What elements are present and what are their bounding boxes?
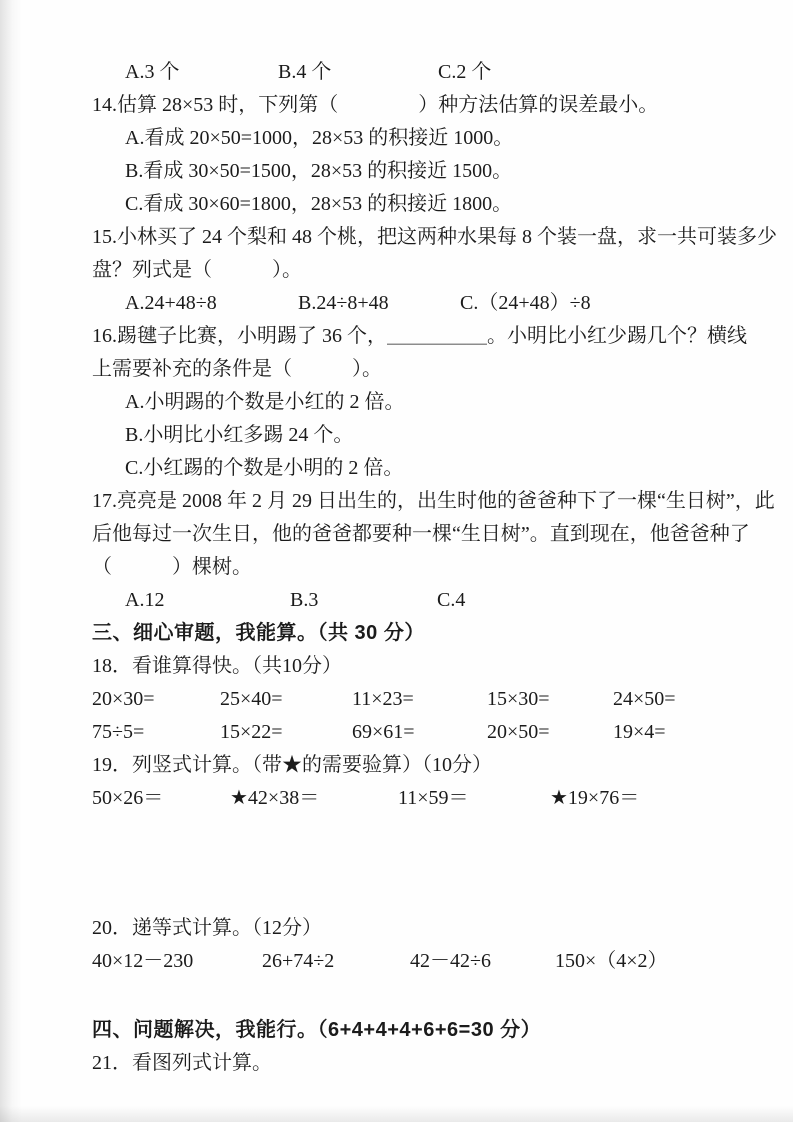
- calc-item: 42－42÷6: [410, 950, 491, 972]
- question-17-stem-line-3: （ ）棵树。: [92, 556, 252, 578]
- question-17-option-b: B.3: [290, 589, 319, 611]
- question-13-option-c: C.2 个: [438, 61, 492, 83]
- calc-item: 26+74÷2: [262, 950, 335, 972]
- calc-item-starred: ★19×76＝: [550, 787, 640, 809]
- question-14-stem: 14.估算 28×53 时，下列第（ ）种方法估算的误差最小。: [92, 94, 659, 116]
- question-15-options-row: [92, 287, 714, 320]
- calc-item: 50×26＝: [92, 787, 164, 809]
- question-19-calc-row: [92, 782, 714, 815]
- question-16-option-c: C.小红踢的个数是小明的 2 倍。: [125, 457, 404, 479]
- question-16-stem-line-1: 16.踢毽子比赛，小明踢了 36 个，＿＿＿＿＿。小明比小红少踢几个？横线: [92, 325, 747, 347]
- question-16-stem-line-2: 上需要补充的条件是（ ）。: [92, 358, 382, 380]
- question-14-option-b: B.看成 30×50=1500，28×53 的积接近 1500。: [125, 160, 513, 182]
- section-4-title: 四、问题解决，我能行。（6+4+4+4+6+6=30 分）: [92, 1019, 542, 1041]
- question-15-stem-line-1: 15.小林买了 24 个梨和 48 个桃，把这两种水果每 8 个装一盘，求一共可装多少: [92, 226, 777, 248]
- calc-item-starred: ★42×38＝: [230, 787, 320, 809]
- question-14-option-c: C.看成 30×60=1800，28×53 的积接近 1800。: [125, 193, 513, 215]
- calc-item: 24×50=: [613, 688, 676, 710]
- question-13-option-a: A.3 个: [125, 61, 180, 83]
- calc-item: 75÷5=: [92, 721, 145, 743]
- question-18-calc-row-1: [92, 683, 714, 716]
- question-18-title: 18．看谁算得快。（共10分）: [92, 655, 342, 677]
- question-15-option-c: C.（24+48）÷8: [460, 292, 591, 314]
- scan-shadow-left: [0, 0, 22, 1122]
- calc-item: 19×4=: [613, 721, 666, 743]
- question-15-option-b: B.24÷8+48: [298, 292, 389, 314]
- question-13-option-b: B.4 个: [278, 61, 332, 83]
- calc-item: 20×50=: [487, 721, 550, 743]
- question-16-option-b: B.小明比小红多踢 24 个。: [125, 424, 354, 446]
- section-3-title: 三、细心审题，我能算。（共 30 分）: [92, 622, 425, 644]
- calc-item: 15×22=: [220, 721, 283, 743]
- question-17-option-a: A.12: [125, 589, 165, 611]
- exam-content: [92, 56, 777, 1080]
- calc-item: 150×（4×2）: [555, 950, 668, 972]
- calc-item: 11×23=: [352, 688, 414, 710]
- question-17-option-c: C.4: [437, 589, 466, 611]
- question-17-stem-line-2: 后他每过一次生日，他的爸爸都要种一棵“生日树”。直到现在，他爸爸种了: [92, 523, 750, 545]
- question-17-options-row: [92, 584, 714, 617]
- working-space: [92, 815, 714, 912]
- calc-item: 25×40=: [220, 688, 283, 710]
- working-space: [92, 978, 714, 1014]
- calc-item: 15×30=: [487, 688, 550, 710]
- calc-item: 40×12－230: [92, 950, 194, 972]
- question-20-calc-row: [92, 945, 714, 978]
- question-18-calc-row-2: [92, 716, 714, 749]
- question-21-title: 21．看图列式计算。: [92, 1052, 272, 1074]
- question-15-option-a: A.24+48÷8: [125, 292, 217, 314]
- question-16-option-a: A.小明踢的个数是小红的 2 倍。: [125, 391, 405, 413]
- scan-shadow-bottom: [0, 1106, 793, 1122]
- question-17-stem-line-1: 17.亮亮是 2008 年 2 月 29 日出生的，出生时他的爸爸种下了一棵“生日树”，此: [92, 490, 775, 512]
- question-15-stem-line-2: 盘？列式是（ ）。: [92, 259, 302, 281]
- question-19-title: 19．列竖式计算。（带★的需要验算）（10分）: [92, 754, 492, 776]
- calc-item: 69×61=: [352, 721, 415, 743]
- question-14-option-a: A.看成 20×50=1000，28×53 的积接近 1000。: [125, 127, 514, 149]
- question-13-options-row: [92, 56, 714, 89]
- calc-item: 20×30=: [92, 688, 155, 710]
- calc-item: 11×59＝: [398, 787, 469, 809]
- question-20-title: 20．递等式计算。（12分）: [92, 917, 322, 939]
